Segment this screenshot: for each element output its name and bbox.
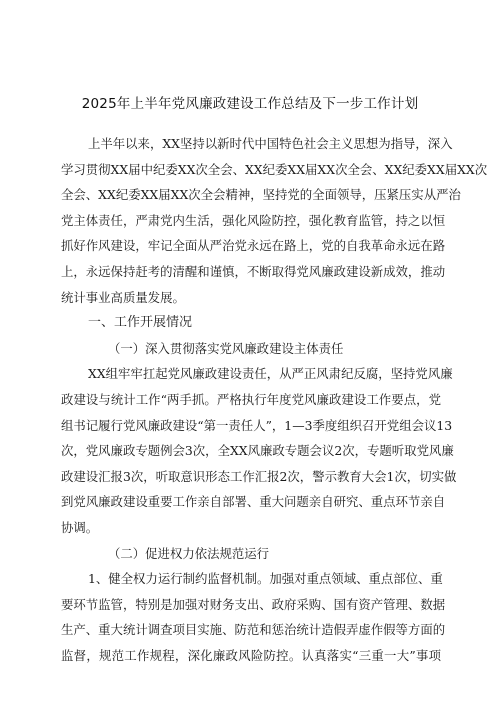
section-heading: 一、工作开展情况 [88,315,193,331]
paragraph-line: 要环节监管，特别是加强对财务支出、政府采购、国有资产管理、数据 [61,596,446,612]
paragraph-line: 监督，规范工作规程，深化廉政风险防控。认真落实“三重一大”事项 [61,647,441,663]
paragraph-line: 上半年以来，XX坚持以新时代中国特色社会主义思想为指导，深入 [88,136,453,151]
document-body [61,131,488,668]
paragraph-line: 政建设汇报3次，听取意识形态工作汇报2次，警示教育大会1次，切实做 [61,468,457,484]
paragraph-line: 抓好作风建设，牢记全面从严治党永远在路上，党的自我革命永远在路 [61,238,446,254]
paragraph-line: 次，党风廉政专题例会3次，全XX风廉政专题会议2次，专题听取党风廉 [61,443,454,459]
paragraph-line: 政建设与统计工作“两手抓。严格执行年度党风廉政建设工作要点，党 [61,391,441,407]
paragraph-line: 1、健全权力运行制约监督机制。加强对重点领域、重点部位、重 [88,571,443,587]
paragraph-line: 全会、XX纪委XX届XX次全会精神，坚持党的全面领导，压紧压实从严治 [61,187,461,203]
document-title: 2025年上半年党风廉政建设工作总结及下一步工作计划 [81,96,419,112]
paragraph-line: 学习贯彻XX届中纪委XX次全会、XX纪委XX届XX次全会、XX纪委XX届XX次 [61,161,488,177]
paragraph-line: 组书记履行党风廉政建设“第一责任人”，1—3季度组织召开党组会议13 [61,417,453,433]
paragraph-line: 协调。 [61,519,99,535]
subsection-heading: （二）促进权力依法规范运行 [108,545,270,561]
paragraph-line: 生产、重大统计调查项目实施、防范和惩治统计造假弄虚作假等方面的 [61,622,446,638]
paragraph-line: 党主体责任，严肃党内生活，强化风险防控，强化教育监管，持之以恒 [61,212,446,228]
paragraph-line: 到党风廉政建设重要工作亲自部署、重大问题亲自研究、重点环节亲自 [61,494,446,510]
paragraph-line: 统计事业高质量发展。 [61,289,185,305]
paragraph-line: 上，永远保持赶考的清醒和谨慎，不断取得党风廉政建设新成效，推动 [61,263,446,279]
subsection-heading: （一）深入贯彻落实党风廉政建设主体责任 [108,340,344,356]
paragraph-line: XX组牢牢扛起党风廉政建设责任，从严正风肃纪反腐，坚持党风廉 [88,366,453,382]
